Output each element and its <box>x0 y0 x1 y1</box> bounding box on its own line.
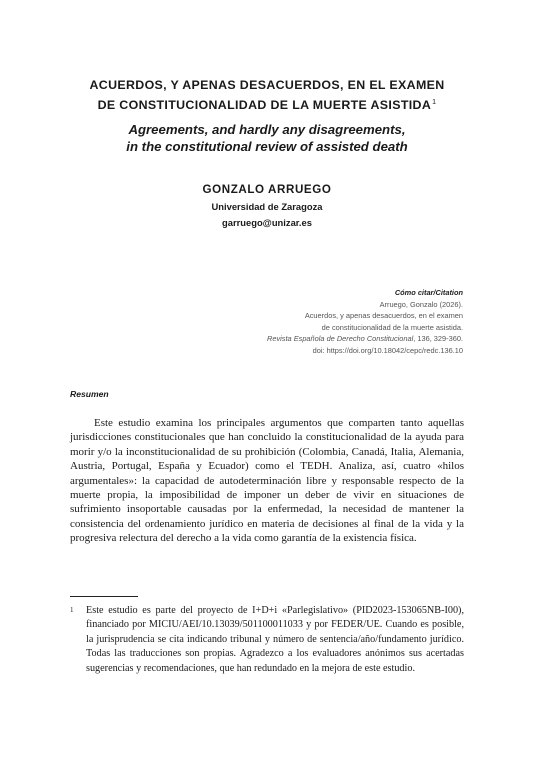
author-affiliation: Universidad de Zaragoza <box>211 201 323 212</box>
citation-doi-link[interactable]: doi: https://doi.org/10.18042/cepc/redc.136.10 <box>312 345 463 355</box>
abstract-label: Resumen <box>70 389 109 399</box>
citation-journal: Revista Española de Derecho Constitucional <box>267 334 414 344</box>
citation-journal-line <box>163 333 463 345</box>
article-subtitle <box>60 121 474 155</box>
article-subtitle-line-2: in the constitutional review of assisted death <box>126 139 408 154</box>
article-title-line-1: ACUERDOS, Y APENAS DESACUERDOS, EN EL EXAMEN <box>89 78 445 92</box>
citation-journal-details: , 136, 329-360. <box>413 334 463 344</box>
article-title <box>60 77 474 114</box>
citation-line-3: de constitucionalidad de la muerte asistida. <box>321 322 463 332</box>
footnote-divider <box>70 596 138 597</box>
citation-heading: Cómo citar/Citation <box>394 288 463 297</box>
article-title-line-2 <box>60 94 474 114</box>
article-title-line-2-text: DE CONSTITUCIONALIDAD DE LA MUERTE ASISTIDA <box>97 98 432 112</box>
footnote <box>70 604 464 676</box>
author-email[interactable]: garruego@unizar.es <box>222 217 312 228</box>
abstract-text: Este estudio examina los principales argumentos que comparten tanto aquellas jurisdicciones constitucionales que han concluido la constitucionalidad de la ayuda para morir y/o la inconstitucionalidad de su prohibición (Colombia, Canadá, Italia, Alemania, Austria, Portugal, España y Ecuador) como el TEDH. Analiza, así, cuatro «hilos argumentales»: la capacidad de autodeterminación libre y responsable respecto de la muerte propia, la imposibilidad de imponer un deber de vivir en situaciones de sufrimiento insoportable causadas por la enfermedad, la necesidad de mantener la consistencia del ordenamiento jurídico en materia de decisiones al final de la vida y la progresiva relectura del derecho a la vida como garantía de la existencia física. <box>70 417 464 545</box>
footnote-number: 1 <box>70 606 74 614</box>
article-subtitle-line-1: Agreements, and hardly any disagreements, <box>128 122 406 137</box>
citation-block <box>163 287 463 357</box>
citation-line-2: Acuerdos, y apenas desacuerdos, en el examen <box>304 311 463 321</box>
footnote-text: Este estudio es parte del proyecto de I+D+i «Parlegislativo» (PID2023-153065NB-I00), financiado por MICIU/AEI/10.13039/501100011033 y por FEDER/UE. Cuando es posible, la jurisprudencia se cita indicando tribunal y número de sentencia/año/fundamento jurídico. Todas las traducciones son propias. Agradezco a los evaluadores anónimos sus acertadas sugerencias y recomendaciones, que han redundado en la mejora de este estudio. <box>86 605 464 674</box>
author-name: GONZALO ARRUEGO <box>202 183 332 196</box>
title-footnote-mark[interactable]: 1 <box>432 99 437 106</box>
citation-line-1: Arruego, Gonzalo (2026). <box>379 299 463 309</box>
